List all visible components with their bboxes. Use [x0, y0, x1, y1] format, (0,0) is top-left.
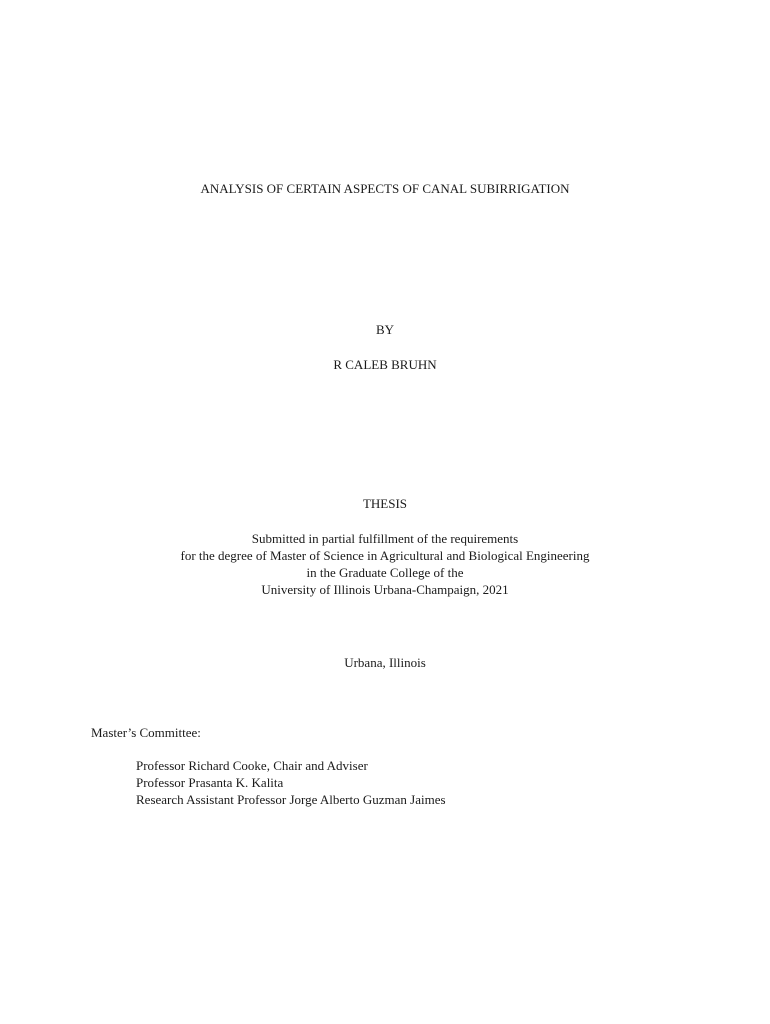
committee-member: Professor Richard Cooke, Chair and Adviser [136, 758, 368, 773]
thesis-title: ANALYSIS OF CERTAIN ASPECTS OF CANAL SUBIRRIGATION [200, 181, 570, 196]
committee-list [136, 757, 446, 808]
submission-line: in the Graduate College of the [306, 565, 464, 580]
submission-statement [0, 530, 770, 598]
submission-line: for the degree of Master of Science in Agricultural and Biological Engineering [180, 548, 590, 563]
by-label: BY [375, 322, 395, 337]
committee-member: Research Assistant Professor Jorge Alberto Guzman Jaimes [136, 792, 446, 807]
committee-member: Professor Prasanta K. Kalita [136, 775, 284, 790]
submission-line: University of Illinois Urbana-Champaign, 2021 [261, 582, 509, 597]
document-type: THESIS [362, 496, 408, 511]
committee-label: Master’s Committee: [91, 725, 201, 740]
location: Urbana, Illinois [344, 655, 426, 670]
submission-line: Submitted in partial fulfillment of the requirements [251, 531, 519, 546]
author-name: R CALEB BRUHN [333, 357, 437, 372]
